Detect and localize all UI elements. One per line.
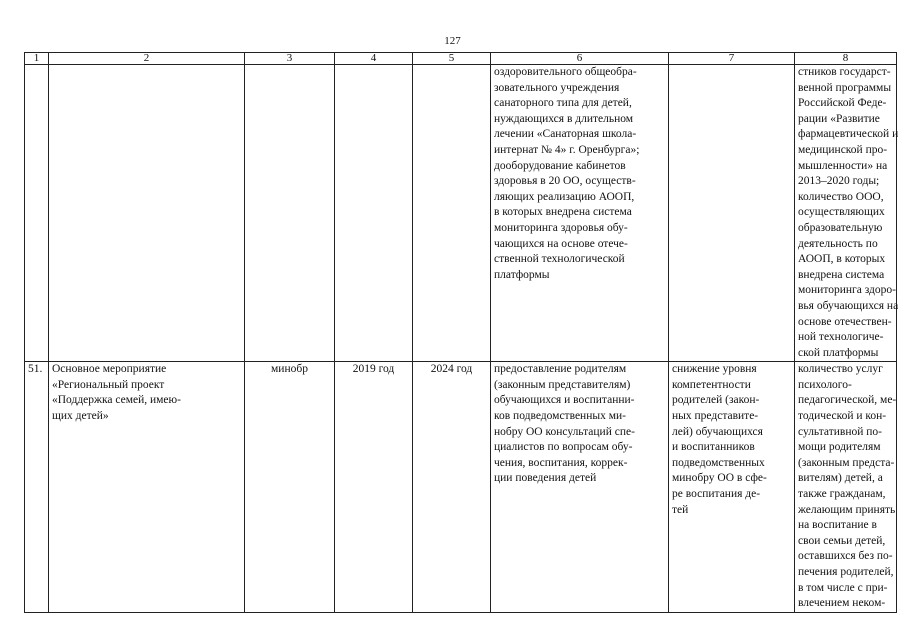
cell-text-line: циалистов по вопросам обу-: [494, 441, 633, 454]
cell-text-line: психолого-: [798, 378, 852, 391]
header-col-3: 3: [245, 53, 335, 65]
header-col-7: 7: [669, 53, 795, 65]
header-row: [25, 53, 897, 65]
cell-text-line: санаторного типа для детей,: [494, 97, 632, 110]
cell-text-line: предоставление родителям: [494, 363, 627, 376]
cell-text-line: желающим принять: [798, 503, 896, 516]
cell-text-line: в которых внедрена система: [494, 206, 632, 219]
cell-text-line: медицинской про-: [798, 143, 888, 156]
cell-text-line: минобр: [271, 363, 308, 376]
cell-text-line: оставшихся без по-: [798, 550, 893, 563]
cell-start: [335, 65, 413, 362]
cell-text-line: свои семьи детей,: [798, 534, 886, 547]
cell-text-line: щих детей»: [52, 410, 109, 423]
cell-text-line: платформы: [494, 268, 550, 281]
cell-text-line: венной программы: [798, 81, 892, 94]
header-col-8: 8: [795, 53, 897, 65]
cell-text-line: нобру ОО консультаций спе-: [494, 425, 635, 438]
cell-text-line: 2019 год: [352, 363, 395, 376]
cell-text-line: ственной технологической: [494, 253, 625, 266]
cell-text-line: лей) обучающихся: [672, 425, 763, 438]
cell-text-line: 2013–2020 годы;: [798, 175, 880, 188]
cell-text-line: минобру ОО в сфе-: [672, 472, 767, 485]
cell-text-line: 51.: [28, 363, 43, 376]
cell-text-line: дооборудование кабинетов: [494, 159, 626, 172]
cell-text-line: (законным предста-: [798, 456, 895, 469]
cell-text-line: интернат № 4» г. Оренбурга»;: [494, 143, 640, 156]
cell-text-line: нуждающихся в длительном: [494, 112, 634, 125]
cell-text-line: компетентности: [672, 378, 751, 391]
cell-text-line: «Поддержка семей, имею-: [52, 394, 181, 407]
cell-text-line: ных представите-: [672, 410, 759, 423]
cell-text-line: мощи родителям: [798, 441, 881, 454]
cell-text-line: ции поведения детей: [494, 472, 597, 485]
header-col-6: 6: [491, 53, 669, 65]
cell-text-line: снижение уровня: [672, 363, 757, 376]
cell-text-line: 2024 год: [430, 363, 473, 376]
cell-text-line: ляющих реализацию АООП,: [494, 190, 635, 203]
cell-result: [491, 362, 669, 613]
cell-text-line: ре воспитания де-: [672, 488, 761, 501]
cell-text-line: печения родителей,: [798, 566, 894, 578]
cell-end: [413, 65, 491, 362]
cell-text-line: тодической и кон-: [798, 410, 887, 423]
cell-end: [413, 362, 491, 613]
cell-text-line: сультативной по-: [798, 425, 882, 438]
header-col-2: 2: [49, 53, 245, 65]
cell-text-line: влечением неком-: [798, 597, 886, 610]
cell-text-line: ков подведомственных ми-: [494, 410, 626, 423]
cell-text-line: тей: [672, 503, 689, 516]
cell-text-line: мышленности» на: [798, 159, 888, 172]
cell-executor: [245, 362, 335, 613]
cell-number: [25, 362, 49, 613]
cell-text-line: вья обучающихся на: [798, 299, 899, 312]
cell-text-line: ской платформы: [798, 346, 879, 359]
cell-text-line: (законным представителям): [494, 378, 631, 391]
cell-result: [491, 65, 669, 362]
cell-text-line: Российской Феде-: [798, 97, 887, 110]
cell-text-line: зовательного учреждения: [494, 81, 620, 94]
cell-text-line: оздоровительного общеобра-: [494, 66, 637, 78]
cell-text-line: подведомственных: [672, 456, 765, 469]
cell-text-line: также гражданам,: [798, 488, 886, 501]
cell-text-line: мониторинга здоро-: [798, 284, 896, 297]
header-col-4: 4: [335, 53, 413, 65]
cell-text-line: педагогической, ме-: [798, 394, 897, 407]
page-number: 127: [444, 35, 461, 47]
cell-text-line: осуществляющих: [798, 206, 885, 219]
cell-text-line: рации «Развитие: [798, 112, 880, 125]
cell-text-line: на воспитание в: [798, 519, 877, 532]
cell-text-line: чения, воспитания, коррек-: [494, 456, 628, 469]
cell-text-line: чающихся на основе отече-: [494, 237, 628, 250]
cell-text-line: вителям) детей, а: [798, 472, 883, 485]
cell-text-line: лечении «Санаторная школа-: [494, 128, 637, 141]
cell-indicator: [795, 65, 897, 362]
cell-number: [25, 65, 49, 362]
cell-start: [335, 362, 413, 613]
cell-consequence: [669, 362, 795, 613]
cell-text-line: «Региональный проект: [52, 378, 165, 391]
cell-activity: [49, 362, 245, 613]
cell-text-line: основе отечествен-: [798, 315, 892, 328]
cell-text-line: Основное мероприятие: [52, 363, 167, 376]
cell-text-line: количество услуг: [798, 363, 883, 376]
cell-text-line: ной технологиче-: [798, 331, 884, 344]
table-row: [25, 362, 897, 613]
cell-text-line: родителей (закон-: [672, 394, 760, 407]
cell-consequence: [669, 65, 795, 362]
cell-activity: [49, 65, 245, 362]
cell-text-line: и воспитанников: [672, 441, 755, 454]
cell-indicator: [795, 362, 897, 613]
program-table: [24, 52, 897, 613]
header-col-1: 1: [25, 53, 49, 65]
cell-executor: [245, 65, 335, 362]
cell-text-line: стников государст-: [798, 66, 891, 78]
cell-text-line: АООП, в которых: [798, 253, 886, 266]
cell-text-line: деятельность по: [798, 237, 878, 250]
cell-text-line: внедрена система: [798, 268, 885, 281]
table-row: [25, 65, 897, 362]
cell-text-line: фармацевтической и: [798, 128, 899, 141]
cell-text-line: образовательную: [798, 221, 883, 234]
cell-text-line: в том числе с при-: [798, 581, 888, 594]
cell-text-line: обучающихся и воспитанни-: [494, 394, 635, 407]
cell-text-line: мониторинга здоровья обу-: [494, 221, 628, 234]
header-col-5: 5: [413, 53, 491, 65]
cell-text-line: количество ООО,: [798, 190, 884, 203]
cell-text-line: здоровья в 20 ОО, осуществ-: [494, 175, 636, 188]
